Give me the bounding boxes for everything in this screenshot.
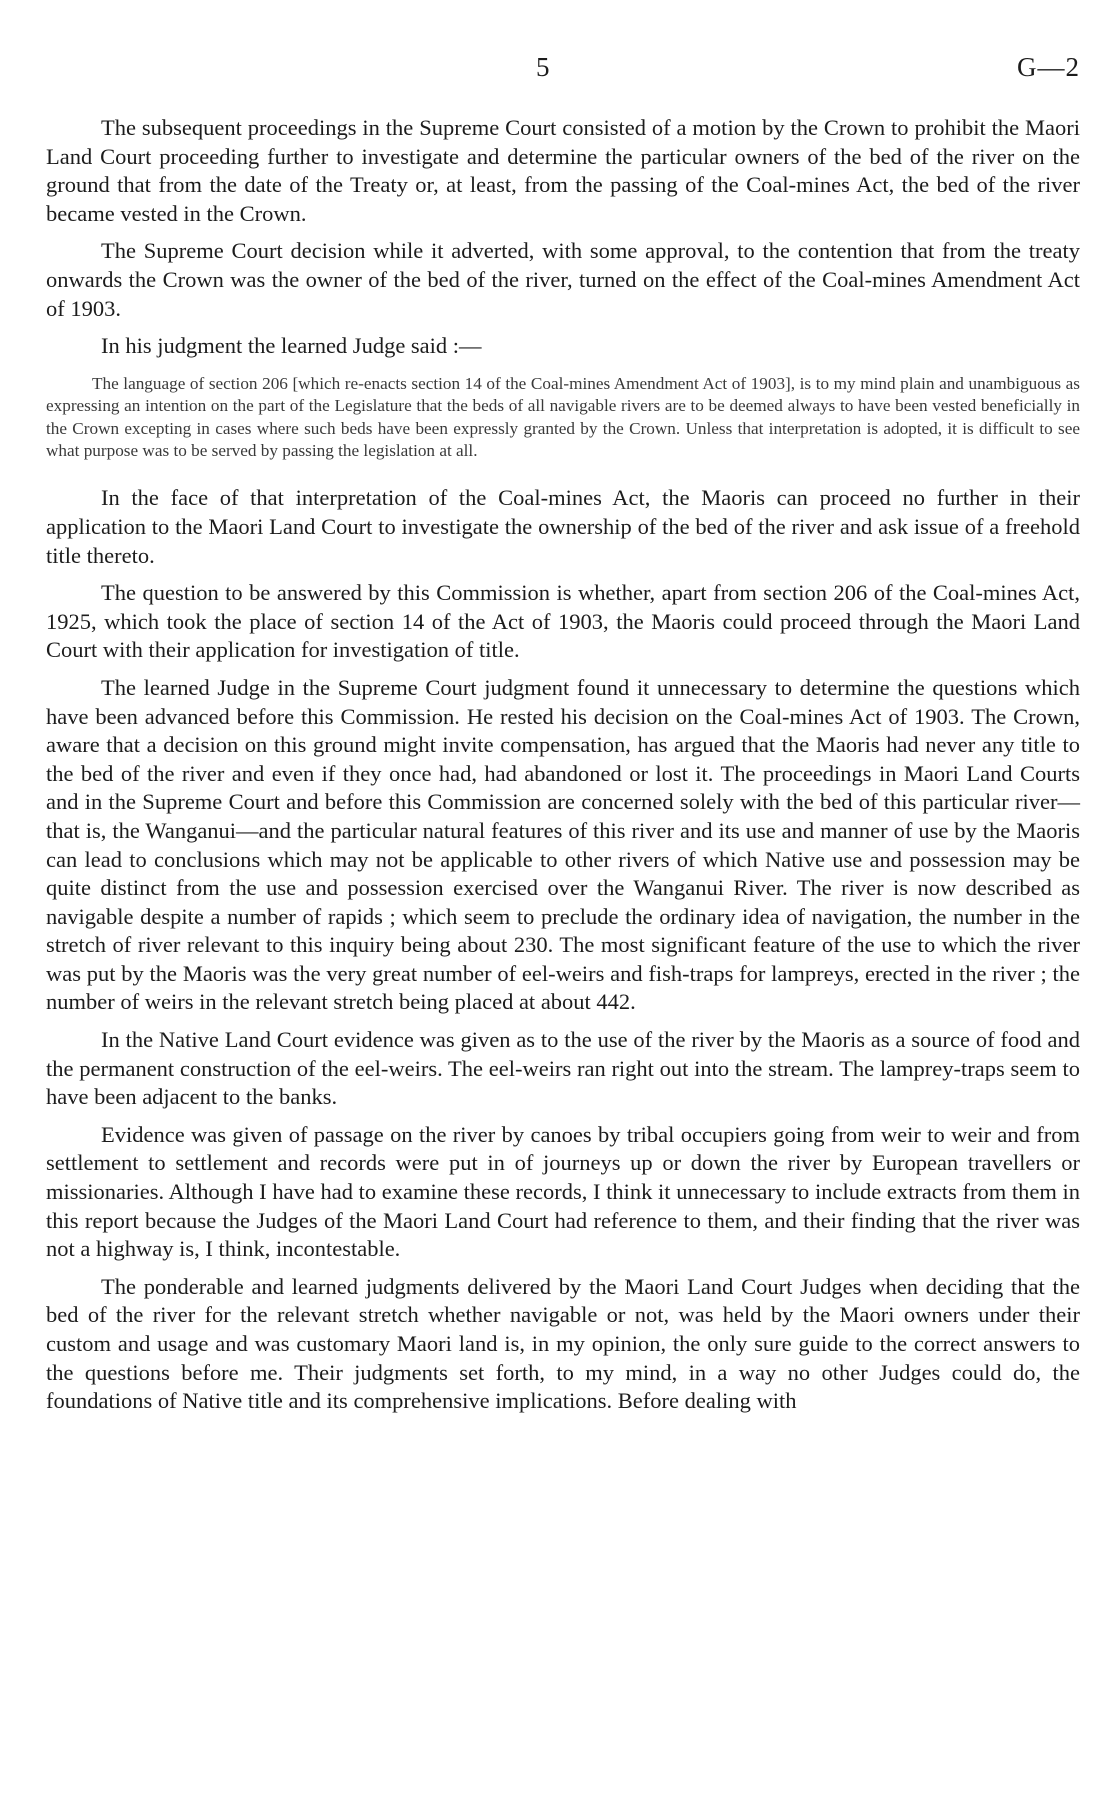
paragraph-judgment-intro: In his judgment the learned Judge said :— (101, 333, 482, 359)
paragraph-supreme-court-proceedings: The subsequent proceedings in the Supreme Court consisted of a motion by the Crown to prohibit the Maori Land Court proceeding further to investigate and determine the particular owners of the bed of the river on the ground that from the date of the Treaty or, at least, from the passing of the Coal-mines Act, the bed of the river became vested in the Crown. (46, 115, 1080, 226)
paragraph-passage-evidence: Evidence was given of passage on the river by canoes by tribal occupiers going from weir to weir and from settlement to settlement and records were put in of journeys up or down the river by European travellers or missionaries. Although I have had to examine these records, I think it unnecessary to include extracts from them in this report because the Judges of the Maori Land Court had reference to them, and their finding that the river was not a highway is, I think, incontestable. (46, 1121, 1080, 1262)
page-number: 5 (536, 52, 550, 82)
judgment-quotation: The language of section 206 [which re-enacts section 14 of the Coal-mines Amendment Act of 1903], is to my mind plain and unambiguous as expressing an intention on the part of the Legislature that the beds of all navigable rivers are to be deemed always to have been vested beneficially in the Crown excepting in cases where such beds have been expressly granted by the Crown. Unless that interpretation is adopted, it is difficult to see what purpose was to be served by passing the legislation at all. (46, 373, 1080, 460)
paragraph-judge-findings: The learned Judge in the Supreme Court judgment found it unnecessary to determine the questions which have been advanced before this Commission. He rested his decision on the Coal-mines Act of 1903. The Crown, aware that a decision on this ground might invite compensation, has argued that the Maoris had never any title to the bed of the river and even if they once had, had abandoned or lost it. The proceedings in Maori Land Courts and in the Supreme Court and before this Commission are concerned solely with the bed of this particular river—that is, the Wanganui—and the particular natural features of this river and its use and manner of use by the Maoris can lead to conclusions which may not be applicable to other rivers of which Native use and possession may be quite distinct from the use and possession exercised over the Wanganui River. The river is now described as navigable despite a number of rapids ; which seem to preclude the ordinary idea of navigation, the number in the stretch of river relevant to this inquiry being about 230. The most significant feature of the use to which the river was put by the Maoris was the very great number of eel-weirs and fish-traps for lampreys, erected in the river ; the number of weirs in the relevant stretch being placed at about 442. (46, 674, 1080, 1015)
paragraph-supreme-court-decision: The Supreme Court decision while it adverted, with some approval, to the contention that from the treaty onwards the Crown was the owner of the bed of the river, turned on the effect of the Coal-mines Amendment Act of 1903. (46, 238, 1080, 321)
paragraph-interpretation-effect: In the face of that interpretation of the Coal-mines Act, the Maoris can proceed no further in their application to the Maori Land Court to investigate the ownership of the bed of the river and ask issue of a freehold title thereto. (46, 485, 1080, 568)
page-header (0, 52, 1114, 88)
report-body (46, 114, 1080, 1425)
paragraph-native-land-court-evidence: In the Native Land Court evidence was given as to the use of the river by the Maoris as a source of food and the permanent construction of the eel-weirs. The eel-weirs ran right out into the stream. The lamprey-traps seem to have been adjacent to the banks. (46, 1027, 1080, 1110)
document-reference: G—2 (1017, 52, 1080, 82)
paragraph-maori-land-court-judgments: The ponderable and learned judgments delivered by the Maori Land Court Judges when deciding that the bed of the river for the relevant stretch whether navigable or not, was held by the Maori owners under their custom and usage and was customary Maori land is, in my opinion, the only sure guide to the correct answers to the questions before me. Their judgments set forth, to my mind, in a way no other Judges could do, the foundations of Native title and its comprehensive implications. Before dealing with (46, 1273, 1080, 1414)
paragraph-commission-question: The question to be answered by this Commission is whether, apart from section 206 of the Coal-mines Act, 1925, which took the place of section 14 of the Act of 1903, the Maoris could proceed through the Maori Land Court with their application for investigation of title. (46, 580, 1080, 663)
